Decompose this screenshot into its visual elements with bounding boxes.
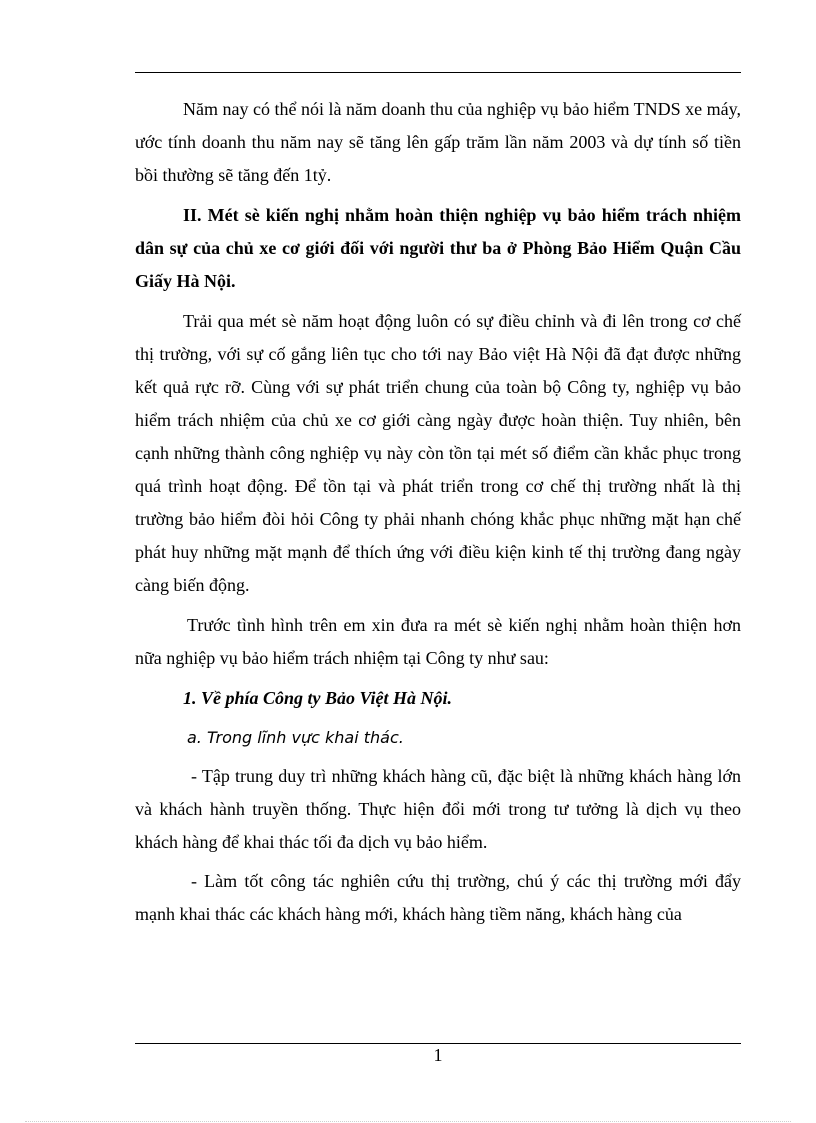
subsection-item-heading: a. Trong lĩnh vực khai thác. — [187, 728, 404, 747]
bullet-paragraph-2: - Làm tốt công tác nghiên cứu thị trường, chú ý các thị trường mới đẩy mạnh khai thác các khách hàng mới, khách hàng tiềm năng, khách hàng của — [135, 871, 741, 924]
header-rule — [135, 72, 741, 73]
body-paragraph-2: Trước tình hình trên em xin đưa ra mét sè kiến nghị nhằm hoàn thiện hơn nữa nghiệp vụ bảo hiểm trách nhiệm tại Công ty như sau: — [135, 615, 741, 668]
body-paragraph-1: Trải qua mét sè năm hoạt động luôn có sự điều chỉnh và đi lên trong cơ chế thị trường, với sự cố gắng liên tục cho tới nay Bảo việt Hà Nội đã đạt được những kết quả rực rỡ. Cùng với sự phát triển chung của toàn bộ Công ty, nghiệp vụ bảo hiểm trách nhiệm của chủ xe cơ giới càng ngày được hoàn thiện. Tuy nhiên, bên cạnh những thành công nghiệp vụ này còn tồn tại mét số điểm cần khắc phục trong quá trình hoạt động. Để tồn tại và phát triển trong cơ chế thị trường nhất là thị trường bảo hiểm đòi hỏi Công ty phải nhanh chóng khắc phục những mặt hạn chế phát huy những mặt mạnh để thích ứng với điều kiện kinh tế thị trường đang ngày càng biến động. — [135, 311, 741, 595]
bullet-paragraph-1: - Tập trung duy trì những khách hàng cũ, đặc biệt là những khách hàng lớn và khách hành truyền thống. Thực hiện đổi mới trong tư tưởng là dịch vụ theo khách hàng để khai thác tối đa dịch vụ bảo hiểm. — [135, 766, 741, 852]
subsection-heading: 1. Về phía Công ty Bảo Việt Hà Nội. — [183, 688, 453, 708]
page-number: 1 — [433, 1045, 443, 1065]
section-heading: II. Mét sè kiến nghị nhằm hoàn thiện nghiệp vụ bảo hiểm trách nhiệm dân sự của chủ xe cơ giới đối với người thư ba ở Phòng Bảo Hiểm Quận Cầu Giấy Hà Nội. — [135, 205, 741, 291]
page-edge-divider — [25, 1121, 791, 1122]
page-body — [135, 93, 741, 931]
intro-paragraph: Năm nay có thể nói là năm doanh thu của nghiệp vụ bảo hiểm TNDS xe máy, ước tính doanh thu năm nay sẽ tăng lên gấp trăm lần năm 2003 và dự tính số tiền bồi thường sẽ tăng đến 1tỷ. — [135, 99, 741, 185]
